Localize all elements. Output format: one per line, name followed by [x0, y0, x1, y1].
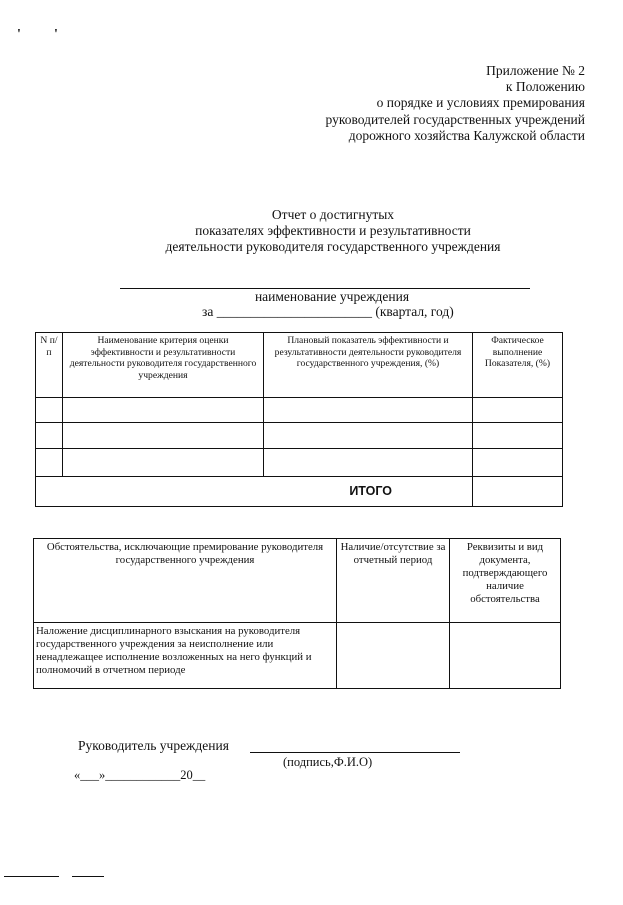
circumstance-cell: Наложение дисциплинарного взыскания на руководителя государственного учреждения за неисполнение или ненадлежащее исполнение возложенных на него функций и полномочий в отчетном периоде	[34, 623, 337, 689]
total-value	[473, 477, 563, 507]
total-row	[36, 477, 563, 507]
table-row	[34, 623, 561, 689]
col-header-number: N п/п	[36, 333, 63, 398]
table-row	[36, 423, 563, 449]
col-header-presence: Наличие/отсутствие за отчетный период	[337, 539, 450, 623]
signature-sublabel: (подпись,Ф.И.О)	[283, 755, 373, 769]
report-title	[0, 207, 623, 256]
appendix-line: Приложение № 2	[486, 63, 585, 78]
appendix-line: руководителей государственных учреждений	[325, 111, 585, 127]
indicators-table	[35, 332, 563, 507]
appendix-header	[326, 63, 585, 144]
col-header-document: Реквизиты и вид документа, подтверждающего наличие обстоятельства	[450, 539, 561, 623]
scan-edge-mark	[72, 876, 104, 877]
title-line: показателях эффективности и результативности	[195, 223, 471, 239]
scan-mark: '	[17, 27, 21, 42]
appendix-line: о порядке и условиях премирования	[376, 95, 585, 111]
signature-blank-line	[250, 752, 460, 753]
institution-label: наименование учреждения	[254, 289, 410, 304]
title-line: Отчет о достигнутых	[271, 207, 395, 222]
signature-label: Руководитель учреждения	[78, 738, 229, 753]
appendix-line: дорожного хозяйства Калужской области	[348, 127, 585, 143]
date-line: «___»____________20__	[74, 768, 206, 782]
scan-edge-mark	[4, 876, 59, 877]
col-header-circumstances: Обстоятельства, исключающие премирование руководителя государственного учреждения	[34, 539, 337, 623]
col-header-actual: Фактическое выполнение Показателя, (%)	[473, 333, 563, 398]
col-header-criterion: Наименование критерия оценки эффективности и результативности деятельности руководителя государственного учреждения	[63, 333, 264, 398]
table-row	[36, 398, 563, 423]
total-label: ИТОГО	[36, 477, 473, 507]
circumstances-table	[33, 538, 561, 689]
table-row	[36, 449, 563, 477]
col-header-planned: Плановый показатель эффективности и результативности деятельности руководителя государственного учреждения, (%)	[264, 333, 473, 398]
scan-mark: '	[54, 27, 58, 42]
title-line: деятельности руководителя государственного учреждения	[165, 239, 501, 255]
period-line: за _______________________ (квартал, год)	[202, 304, 454, 319]
appendix-line: к Положению	[505, 79, 585, 95]
